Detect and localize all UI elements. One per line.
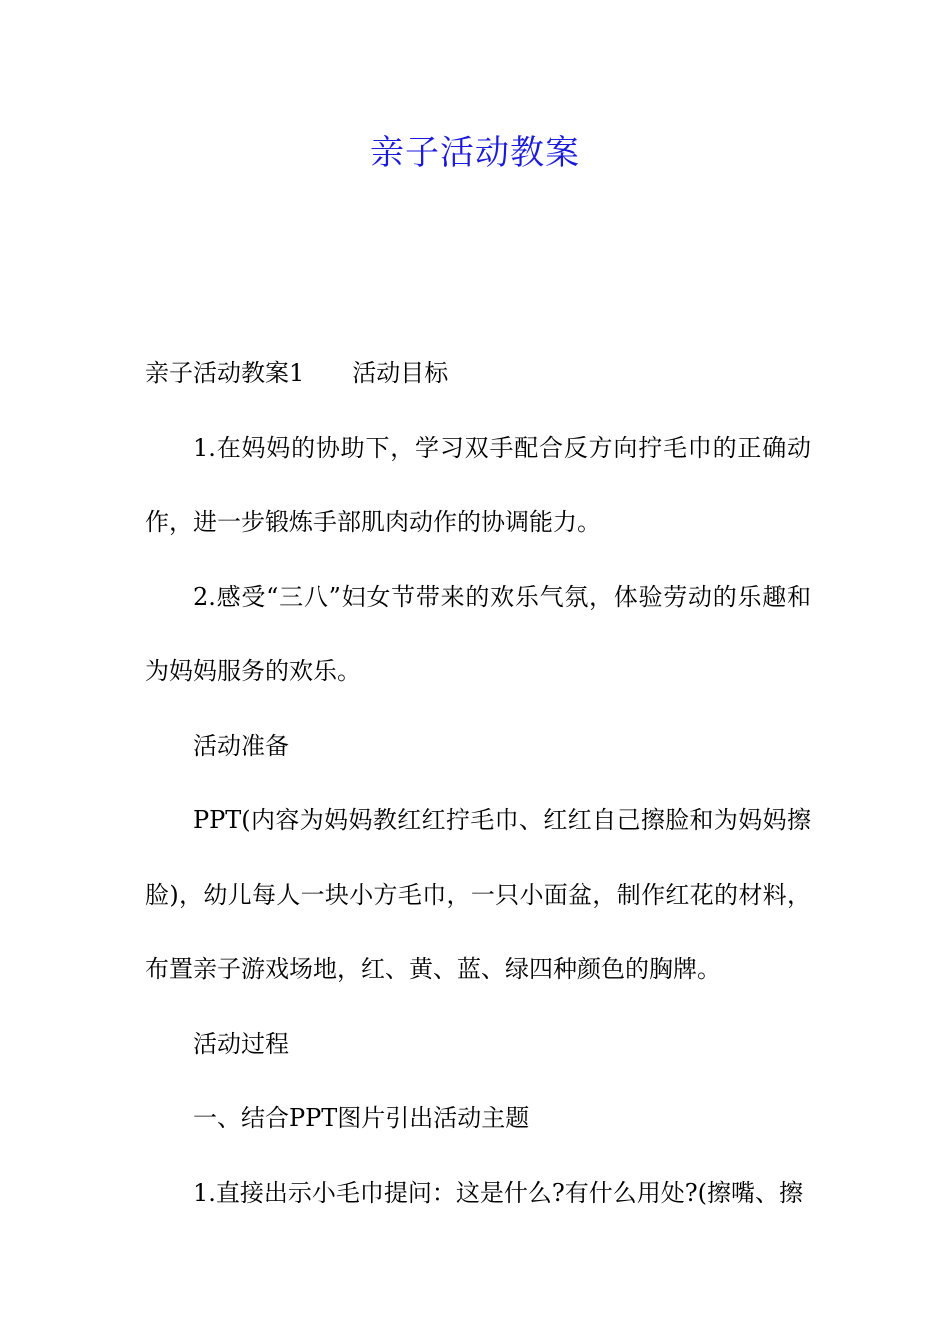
heading-preparation: 活动准备 [193,731,289,760]
heading-step-1: 一、结合PPT图片引出活动主题 [193,1104,530,1132]
heading-process: 活动过程 [193,1029,289,1058]
paragraph-preparation: PPT(内容为妈妈教红红拧毛巾、红红自己擦脸和为妈妈擦脸)，幼儿每人一块小方毛巾，一只小面盆，制作红花的材料，布置亲子游戏场地，红、黄、蓝、绿四种颜色的胸牌。 [145,806,811,983]
paragraph-goal-2: 2.感受“三八”妇女节带来的欢乐气氛，体验劳动的乐趣和为妈妈服务的欢乐。 [145,582,811,685]
section-heading: 亲子活动教案1 [145,359,305,387]
section-subheading: 活动目标 [352,359,449,387]
first-line [145,336,811,411]
paragraph-step-1-1: 1.直接出示小毛巾提问：这是什么?有什么用处?(擦嘴、擦 [193,1178,803,1207]
document-body [145,336,811,1230]
paragraph-goal-1: 1.在妈妈的协助下，学习双手配合反方向拧毛巾的正确动作，进一步锻炼手部肌肉动作的协调能力。 [145,433,811,536]
document-title: 亲子活动教案 [370,133,580,173]
